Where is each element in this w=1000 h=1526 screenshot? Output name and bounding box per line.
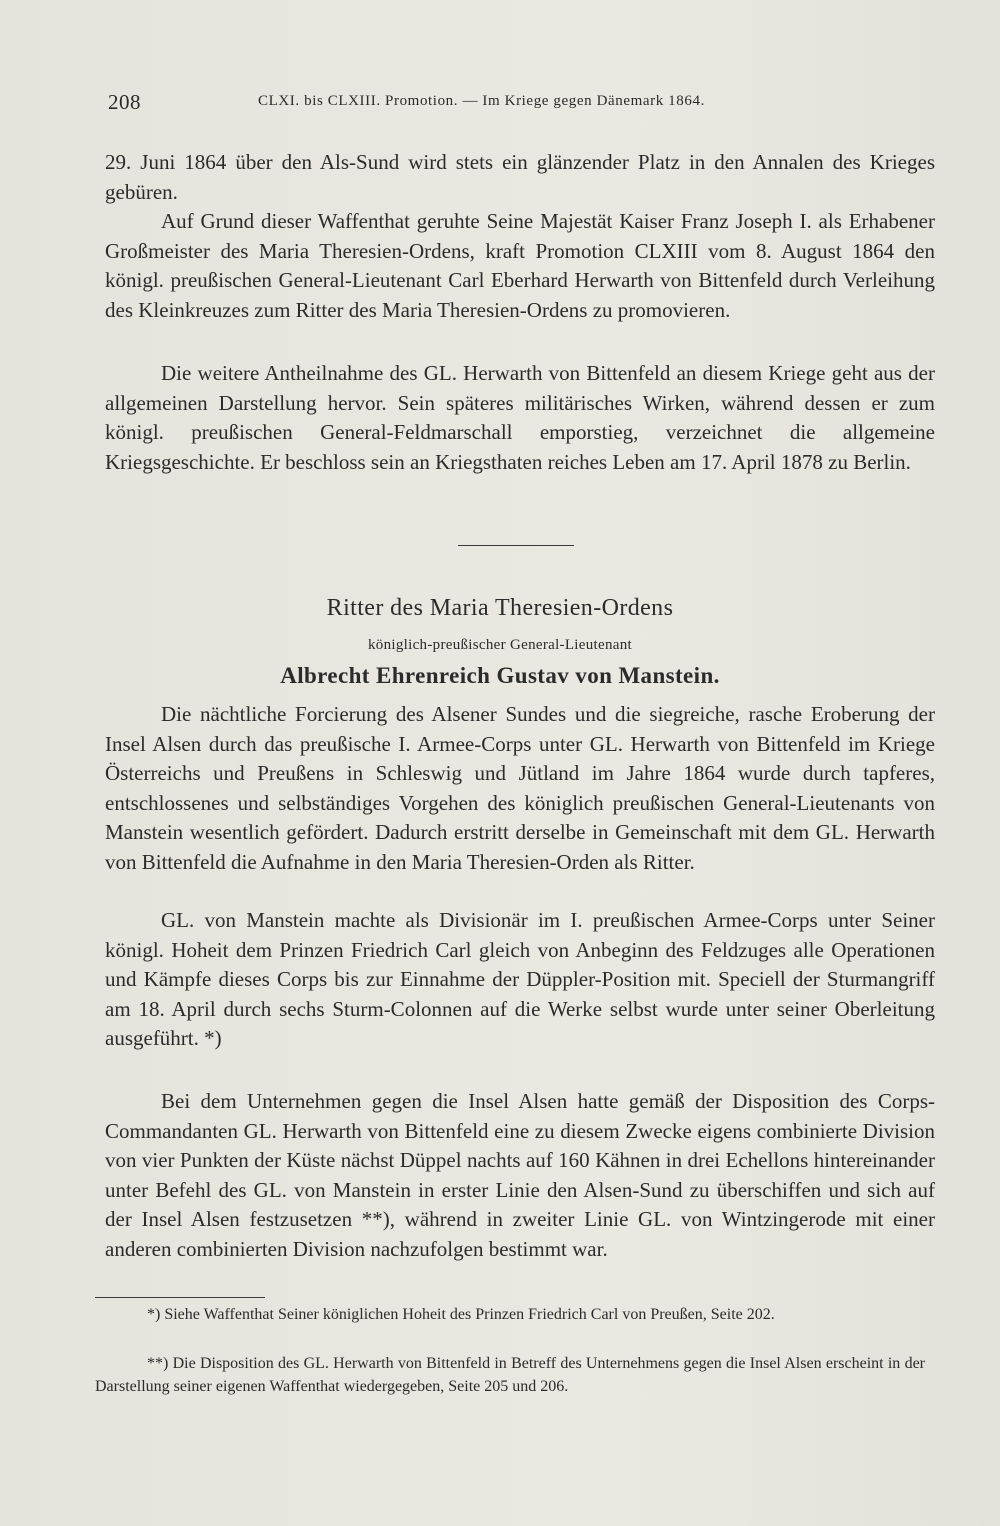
paragraph-promotion: Auf Grund dieser Waffenthat geruhte Seine Majestät Kaiser Franz Joseph I. als Erhabener Großmeister des Maria Theresien-Ordens, kraft Promotion CLXIII vom 8. August 1864 den königl. preußischen General-Lieutenant Carl Eberhard Herwarth von Bittenfeld durch Verleihung des Kleinkreuzes zum Ritter des Maria Theresien-Ordens zu promovieren.	[105, 209, 935, 322]
section-person-name: Albrecht Ehrenreich Gustav von Manstein.	[280, 663, 720, 688]
paragraph-division-command: GL. von Manstein machte als Divisionär im I. preußischen Armee-Corps unter Seiner königl. Hoheit dem Prinzen Friedrich Carl gleich von Anbeginn des Feldzuges alle Operationen und Kämpfe dieses Corps bis zur Einnahme der Düppler-Position mit. Speciell der Sturmangriff am 18. April durch sechs Sturm-Colonnen auf die Werke selbst wurde unter seiner Oberleitung ausgeführt. *)	[105, 908, 935, 1051]
section-subtitle: königlich-preußischer General-Lieutenant	[368, 637, 632, 653]
footnote-2: **) Die Disposition des GL. Herwarth von Bittenfeld in Betreff des Unternehmens gegen die Insel Alsen erscheint in der Darstellung seiner eigenen Waffenthat wiedergegeben, Seite 205 und 206.	[95, 1355, 925, 1395]
footnote-1: *) Siehe Waffenthat Seiner königlichen Hoheit des Prinzen Friedrich Carl von Preußen, Seite 202.	[147, 1306, 775, 1323]
paragraph-alsen-operation: Bei dem Unternehmen gegen die Insel Alsen hatte gemäß der Disposition des Corps-Commandanten GL. Herwarth von Bittenfeld eine zu diesem Zwecke eigens combinierte Division von vier Punkten der Küste nächst Düppel nachts auf 160 Kähnen in drei Echellons hintereinander unter Befehl des GL. von Manstein in erster Linie den Alsen-Sund zu überschiffen und sich auf der Insel Alsen festzusetzen **), während in zweiter Linie GL. von Wintzingerode mit einer anderen combinierten Division nachzufolgen bestimmt war.	[105, 1089, 935, 1261]
section-divider	[458, 545, 574, 546]
paragraph-further-participation: Die weitere Antheilnahme des GL. Herwarth von Bittenfeld an diesem Kriege geht aus der allgemeinen Darstellung hervor. Sein späteres militärisches Wirken, während dessen er zum königl. preußischen General-Feldmarschall emporstieg, verzeichnet die allgemeine Kriegsgeschichte. Er beschloss sein an Kriegsthaten reiches Leben am 17. April 1878 zu Berlin.	[105, 361, 935, 474]
footnote-rule	[95, 1297, 265, 1298]
running-head: CLXI. bis CLXIII. Promotion. — Im Kriege gegen Dänemark 1864.	[258, 93, 705, 109]
paragraph-alsen-crossing: Die nächtliche Forcierung des Alsener Sundes und die siegreiche, rasche Eroberung der Insel Alsen durch das preußische I. Armee-Corps unter GL. Herwarth von Bittenfeld im Kriege Österreichs und Preußens in Schleswig und Jütland im Jahre 1864 wurde durch tapferes, entschlossenes und selbständiges Vorgehen des königlich preußischen General-Lieutenants von Manstein wesentlich gefördert. Dadurch erstritt derselbe in Gemeinschaft mit dem GL. Herwarth von Bittenfeld die Aufnahme in den Maria Theresien-Orden als Ritter.	[105, 702, 935, 874]
section-title: Ritter des Maria Theresien-Ordens	[326, 595, 674, 621]
page-header	[108, 90, 938, 120]
paragraph-continuation: 29. Juni 1864 über den Als-Sund wird stets ein glänzender Platz in den Annalen des Krieges gebüren.	[105, 150, 935, 204]
page-number: 208	[108, 90, 141, 114]
